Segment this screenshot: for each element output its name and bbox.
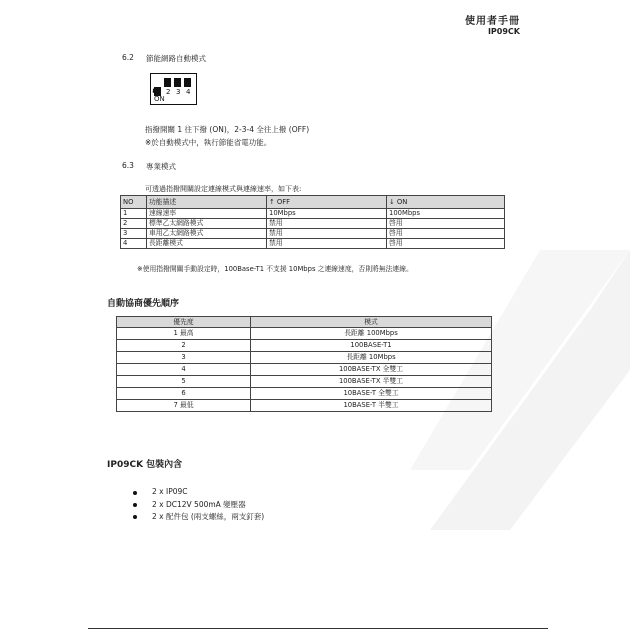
table-cell: 100BASE-T1 xyxy=(251,340,492,352)
table-cell: 100BASE-TX 全雙工 xyxy=(251,364,492,376)
table-cell: 標準乙太網路模式 xyxy=(147,219,267,229)
table-cell: 長距離模式 xyxy=(147,239,267,249)
table-cell: 7 最低 xyxy=(117,400,251,412)
table-cell: 6 xyxy=(117,388,251,400)
table-cell: 1 xyxy=(121,209,147,219)
table-row xyxy=(121,229,505,239)
table-header-row xyxy=(117,317,492,328)
table-cell: 1 最高 xyxy=(117,328,251,340)
table-cell: 2 xyxy=(121,219,147,229)
table-header-cell: ↓ ON xyxy=(387,196,505,209)
dip-number-3: 3 xyxy=(176,88,181,96)
table-cell: 車用乙太網路模式 xyxy=(147,229,267,239)
table-cell: 4 xyxy=(121,239,147,249)
bullet-icon xyxy=(133,491,137,495)
table-row xyxy=(121,239,505,249)
dip-function-table xyxy=(120,195,505,249)
table-cell: 2 xyxy=(117,340,251,352)
table-cell: 5 xyxy=(117,376,251,388)
section-title-6-2: 節能網路自動模式 xyxy=(146,54,206,63)
table-cell: 4 xyxy=(117,364,251,376)
package-item: 2 x DC12V 500mA 變壓器 xyxy=(152,500,246,509)
table-row xyxy=(117,400,492,412)
table-cell: 啓用 xyxy=(387,219,505,229)
table-header-cell: 優先度 xyxy=(117,317,251,328)
table-cell: 禁用 xyxy=(267,219,387,229)
table-row xyxy=(121,219,505,229)
table-cell: 長距離 100Mbps xyxy=(251,328,492,340)
section-6-2-line-2: ※於自動模式中，執行節能省電功能。 xyxy=(145,138,272,147)
manual-title: 使用者手冊 xyxy=(465,16,520,27)
dip-number-4: 4 xyxy=(186,88,191,96)
table-cell: 3 xyxy=(117,352,251,364)
table-header-cell: NO xyxy=(121,196,147,209)
table-row xyxy=(117,340,492,352)
package-item: 2 x IP09C xyxy=(152,487,188,496)
table-row xyxy=(117,352,492,364)
table-header-cell: ↑ OFF xyxy=(267,196,387,209)
dip-number-2: 2 xyxy=(166,88,171,96)
table-header-cell: 模式 xyxy=(251,317,492,328)
table-cell: 10BASE-T 全雙工 xyxy=(251,388,492,400)
section-6-2-line-1: 指撥開關 1 往下撥 (ON)，2-3-4 全往上撥 (OFF) xyxy=(145,125,310,134)
dip-number-1: 1 xyxy=(156,88,161,96)
model-label: IP09CK xyxy=(487,27,520,36)
table-cell: 3 xyxy=(121,229,147,239)
table-cell: 啓用 xyxy=(387,239,505,249)
section-number-6-2: 6.2 xyxy=(122,53,134,62)
down-arrow-icon: ⬇ xyxy=(151,88,157,95)
priority-table xyxy=(116,316,492,412)
table-header-row xyxy=(121,196,505,209)
section-6-3-note: ※使用指撥開關手動設定時，100Base-T1 不支援 10Mbps 之連線速度，否則將無法連線。 xyxy=(137,265,413,273)
table-cell: 禁用 xyxy=(267,239,387,249)
table-cell: 啓用 xyxy=(387,229,505,239)
priority-title: 自動協商優先順序 xyxy=(107,299,180,309)
dip-switch-diagram xyxy=(150,73,197,105)
table-cell: 10Mbps xyxy=(267,209,387,219)
dip-on-label: ON xyxy=(154,95,165,103)
dip-switch-4 xyxy=(184,78,191,87)
table-cell: 100Mbps xyxy=(387,209,505,219)
footer-divider xyxy=(88,628,548,629)
table-cell: 長距離 10Mbps xyxy=(251,352,492,364)
table-row xyxy=(117,388,492,400)
table-cell: 10BASE-T 半雙工 xyxy=(251,400,492,412)
table-row xyxy=(121,209,505,219)
package-title: IP09CK 包裝內含 xyxy=(107,460,183,470)
table-row xyxy=(117,364,492,376)
bullet-icon xyxy=(133,515,137,519)
dip-switch-2 xyxy=(164,78,171,87)
table-cell: 速線速率 xyxy=(147,209,267,219)
bullet-icon xyxy=(133,503,137,507)
table-header-cell: 功能描述 xyxy=(147,196,267,209)
dip-switch-3 xyxy=(174,78,181,87)
table-row xyxy=(117,328,492,340)
section-6-3-intro: 可透過指撥開關設定連線模式與連線速率，如下表: xyxy=(145,185,302,193)
table-cell: 禁用 xyxy=(267,229,387,239)
section-title-6-3: 專業模式 xyxy=(146,162,176,171)
package-item: 2 x 配件包 (兩支螺絲，兩支釘套) xyxy=(152,512,265,521)
section-number-6-3: 6.3 xyxy=(122,161,134,170)
table-cell: 100BASE-TX 半雙工 xyxy=(251,376,492,388)
table-row xyxy=(117,376,492,388)
